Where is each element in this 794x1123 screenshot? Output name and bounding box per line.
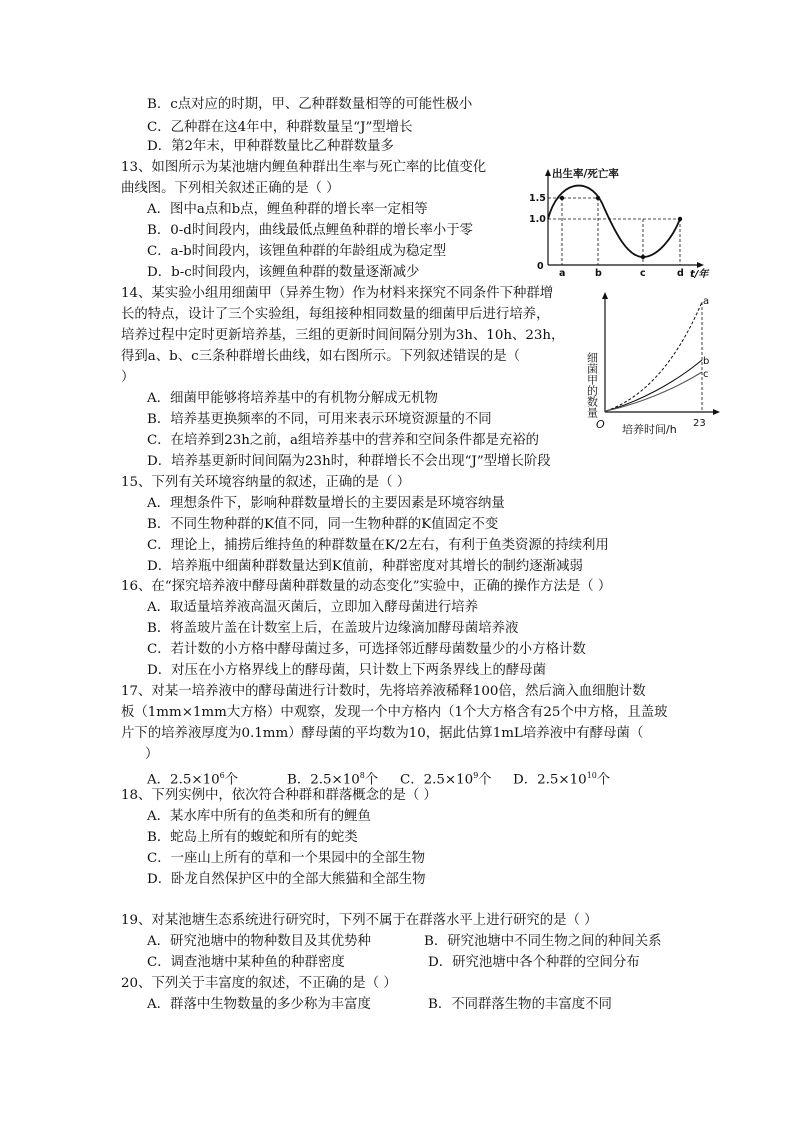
q17-option-d: D．$2.5\times 10^{10}$个: [513, 771, 611, 788]
fig1-y-arrow: [545, 169, 551, 176]
q15-option-d: D．培养瓶中细菌种群数量达到K值前，种群密度对其增长的制约逐渐减弱: [147, 559, 583, 574]
fig1-xtick-c: c: [640, 268, 646, 279]
q19-option-b: B．研究池塘中不同生物之间的种间关系: [424, 934, 662, 949]
q14-stem-line3: 培养过程中定时更新培养基，三组的更新时间间隔分别为3h、10h、23h，: [121, 328, 565, 343]
q19-option-a: A．研究池塘中的物种数目及其优势种: [147, 934, 371, 949]
q13-option-c: C．a-b时间段内，该锂鱼种群的年龄组成为稳定型: [147, 244, 447, 259]
fig1-point-c: [641, 255, 645, 259]
q20-option-b: B．不同群落生物的丰富度不同: [428, 997, 612, 1012]
q18-option-b: B．蛇岛上所有的蝮蛇和所有的蛇类: [147, 830, 358, 845]
q16-stem: 16、在“探究培养液中酵母菌种群数量的动态变化”实验中，正确的操作方法是（ ）: [121, 579, 612, 594]
figure-birth-death-ratio: [528, 165, 728, 280]
fig1-ytick-1.0: 1.0: [529, 214, 546, 225]
q18-option-c: C．一座山上所有的草和一个果园中的全部生物: [147, 851, 426, 866]
fig1-point-a: [560, 196, 564, 200]
q16-option-c: C．若计数的小方格中酵母菌过多，可选择邻近酵母菌数量少的小方格计数: [147, 642, 586, 657]
fig2-x-label: 培养时间/h: [622, 423, 677, 436]
q15-option-a: A．理想条件下，影响种群数量增长的主要因素是环境容纳量: [147, 496, 505, 511]
q13-option-a: A．图中a点和b点，鲤鱼种群的增长率一定相等: [147, 202, 428, 217]
q13-option-d: D．b-c时间段内，该鲤鱼种群的数量逐渐减少: [147, 265, 420, 280]
q14-stem-line4: 得到a、b、c三条种群增长曲线，如右图所示。下列叙述错误的是（: [121, 349, 520, 364]
q12-option-c: C．乙种群在这4年中，种群数量呈“J”型增长: [147, 120, 413, 135]
fig2-x-arrow: [713, 409, 720, 415]
q15-stem: 15、下列有关环境容纳量的叙述，正确的是（ ）: [121, 475, 411, 490]
fig1-y-label: 出生率/死亡率: [552, 168, 619, 180]
q17-stem-line2: 板（1mm×1mm大方格）中观察，发现一个中方格内（1个大方格含有25个中方格，且盖玻: [121, 705, 668, 720]
fig2-curve-label-a: a: [703, 296, 710, 307]
fig2-curve-label-c: c: [703, 369, 709, 380]
fig1-point-b: [596, 196, 600, 200]
q13-stem-line1: 13、如图所示为某池塘内鲤鱼种群出生率与死亡率的比值变化: [121, 160, 487, 175]
q15-option-b: B．不同生物种群的K值不同，同一生物种群的K值固定不变: [147, 517, 499, 532]
q16-option-a: A．取适量培养液高温灭菌后，立即加入酵母菌进行培养: [147, 600, 479, 615]
q14-option-c: C．在培养到23h之前，a组培养基中的营养和空间条件都是充裕的: [147, 433, 540, 448]
q17-stem-line4: ）: [145, 747, 159, 762]
q16-option-d: D．对压在小方格界线上的酵母菌，只计数上下两条界线上的酵母菌: [147, 663, 547, 678]
q16-option-b: B．将盖玻片盖在计数室上后，在盖玻片边缘滴加酵母菌培养液: [147, 621, 519, 636]
figure-bacteria-growth: [585, 290, 723, 438]
q17-stem-line3: 片下的培养液厚度为0.1mm）酵母菌的平均数为10，据此估算1mL培养液中有酵母菌（: [121, 726, 644, 741]
q17-option-b: B．$2.5\times 10^8$个: [287, 771, 379, 788]
q13-option-b: B．0-d时间段内，曲线最低点鲤鱼种群的增长率小于零: [147, 223, 474, 238]
q17-stem-line1: 17、对某一培养液中的酵母菌进行计数时，先将培养液稀释100倍，然后滴入血细胞计数: [121, 684, 646, 699]
q14-option-d: D．培养基更新时间间隔为23h时，种群增长不会出现“J”型增长阶段: [147, 454, 551, 469]
q17-option-c: C．$2.5\times 10^9$个: [400, 771, 492, 788]
q17-option-a: A．$2.5\times 10^6$个: [147, 771, 239, 788]
q18-option-a: A．某水库中所有的鱼类和所有的鲤鱼: [147, 809, 371, 824]
fig1-xtick-a: a: [559, 268, 566, 279]
q12-option-d: D．第2年末，甲种群数量比乙种群数量多: [147, 139, 394, 154]
q18-option-d: D．卧龙自然保护区中的全部大熊猫和全部生物: [147, 872, 426, 887]
fig1-x-label: t/年: [690, 269, 709, 280]
q20-option-a: A．群落中生物数量的多少称为丰富度: [147, 997, 371, 1012]
fig2-y-arrow: [602, 292, 608, 299]
q15-option-c: C．理论上，捕捞后维持鱼的种群数量在K/2左右，有利于鱼类资源的持续利用: [147, 538, 609, 553]
q13-stem-line2: 曲线图。下列相关叙述正确的是（ ）: [121, 181, 340, 196]
fig1-ytick-1.5: 1.5: [529, 193, 546, 204]
q19-stem: 19、对某池塘生态系统进行研究时，下列不属于在群落水平上进行研究的是（ ）: [121, 913, 598, 928]
q20-stem: 20、下列关于丰富度的叙述，不正确的是（ ）: [121, 976, 397, 991]
q14-stem-line2: 长的特点，设计了三个实验组，每组接种相同数量的细菌甲后进行培养，: [121, 307, 550, 322]
q14-option-a: A．细菌甲能够将培养基中的有机物分解成无机物: [147, 391, 438, 406]
q14-option-b: B．培养基更换频率的不同，可用来表示环境资源量的不同: [147, 412, 492, 427]
q14-stem-line1: 14、某实验小组用细菌甲（异养生物）作为材料来探究不同条件下种群增: [121, 286, 554, 301]
q14-stem-line5: ）: [121, 370, 135, 385]
fig1-x-arrow: [697, 262, 704, 268]
fig1-ytick-0: 0: [537, 261, 544, 272]
fig2-origin: O: [596, 418, 605, 431]
fig2-curve-label-b: b: [703, 356, 710, 367]
q19-option-d: D．研究池塘中各个种群的空间分布: [428, 955, 640, 970]
fig2-curve-b: [606, 360, 702, 411]
q12-option-b: B．c点对应的时期，甲、乙种群数量相等的可能性极小: [147, 97, 473, 112]
fig2-xtick-23: 23: [693, 418, 706, 429]
q18-stem: 18、下列实例中，依次符合种群和群落概念的是（ ）: [121, 788, 437, 803]
fig1-point-d: [678, 217, 682, 221]
fig1-xtick-b: b: [595, 268, 602, 279]
fig1-ratio-curve: [548, 186, 680, 257]
fig1-xtick-d: d: [677, 268, 684, 279]
q19-option-c: C．调查池塘中某种鱼的种群密度: [147, 955, 345, 970]
fig2-curve-a: [606, 302, 702, 411]
fig2-y-label: 细菌甲的数量: [585, 352, 599, 418]
